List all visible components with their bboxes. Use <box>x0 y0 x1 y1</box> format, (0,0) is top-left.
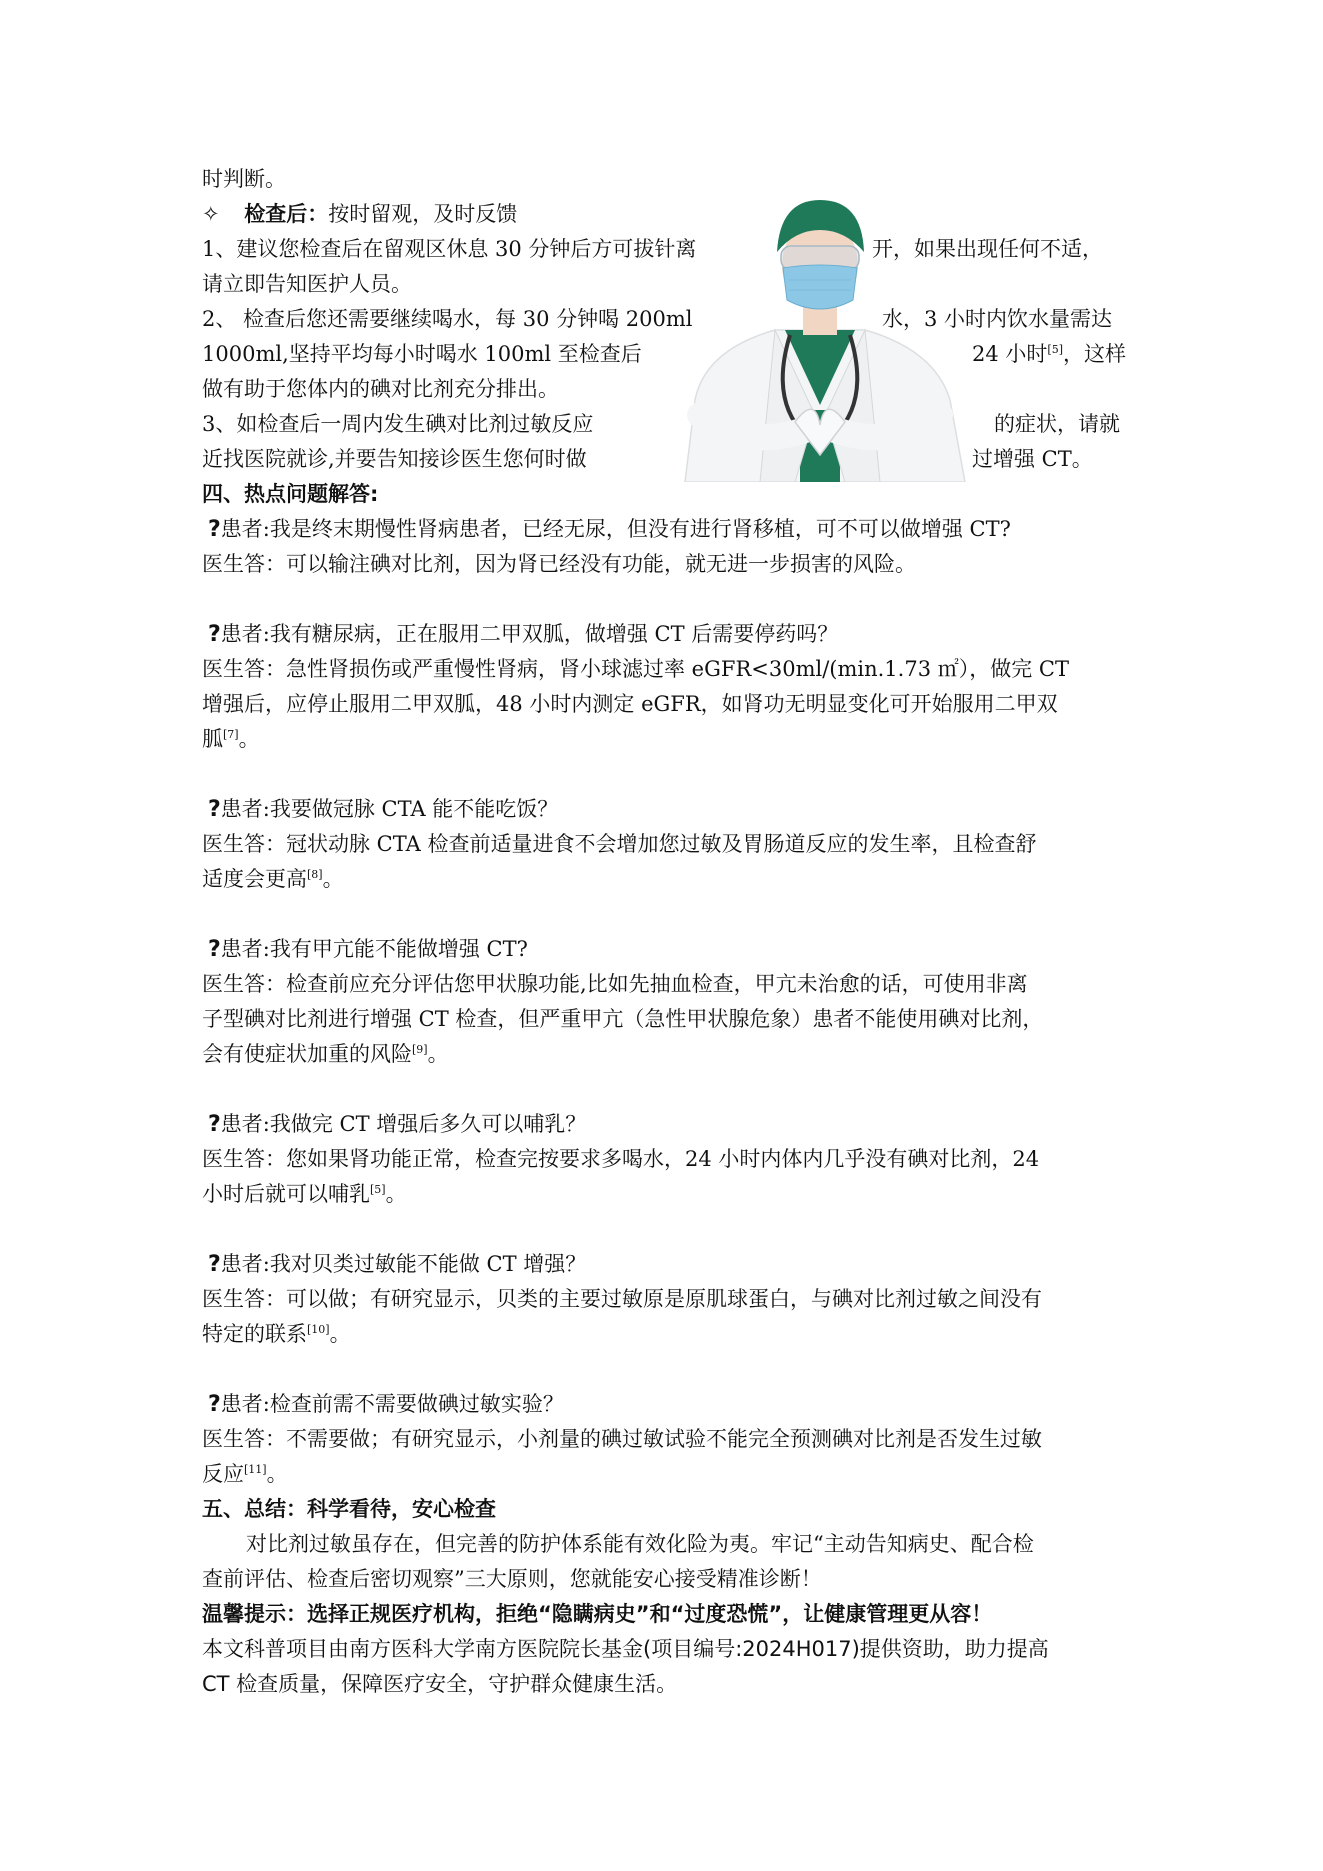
faq-question <box>202 512 1130 547</box>
text-segment: 适度会更高 <box>202 867 307 891</box>
warm-tip: 温馨提示：选择正规医疗机构，拒绝“隐瞒病史”和“过度恐慌”，让健康管理更从容！ <box>202 1602 993 1626</box>
faq-answer <box>202 862 1130 897</box>
citation: [9] <box>412 1043 428 1056</box>
text-segment: 特定的联系 <box>202 1322 307 1346</box>
text-segment: 2、 检查后您还需要继续喝水，每 30 分钟喝 200ml <box>202 307 693 331</box>
question-mark-icon: ? <box>208 622 221 647</box>
citation: [5] <box>1047 343 1063 356</box>
faq-question <box>202 1387 1130 1422</box>
text-segment: 。 <box>266 1462 288 1486</box>
text-segment: 水，3 小时内饮水量需达 <box>882 307 1113 331</box>
faq-answer: 医生答：可以做；有研究显示，贝类的主要过敏原是原肌球蛋白，与碘对比剂过敏之间没有 <box>202 1287 1042 1311</box>
funding-note: CT 检查质量，保障医疗安全，守护群众健康生活。 <box>202 1672 678 1696</box>
text-segment: 开，如果出现任何不适， <box>872 237 1103 261</box>
text-segment: 的症状，请就 <box>994 412 1120 436</box>
text-segment: 24 小时 <box>972 342 1048 366</box>
summary-paragraph: 对比剂过敏虽存在，但完善的防护体系能有效化险为夷。牢记“主动告知病史、配合检 <box>246 1532 1034 1556</box>
text-segment: 。 <box>322 867 344 891</box>
summary-heading: 五、总结：科学看待，安心检查 <box>202 1497 496 1521</box>
citation: [11] <box>244 1463 267 1476</box>
question-text: 患者:我要做冠脉 CTA 能不能吃饭？ <box>220 797 559 821</box>
faq-heading: 四、热点问题解答: <box>202 482 379 506</box>
summary-paragraph: 查前评估、检查后密切观察”三大原则，您就能安心接受精准诊断！ <box>202 1567 822 1591</box>
text-segment: 反应 <box>202 1462 244 1486</box>
faq-answer: 医生答：检查前应充分评估您甲状腺功能,比如先抽血检查，甲亢未治愈的话，可使用非离 <box>202 972 1028 996</box>
faq-answer: 增强后，应停止服用二甲双胍，48 小时内测定 eGFR，如肾功无明显变化可开始服用二甲双 <box>202 692 1058 716</box>
citation: [10] <box>307 1323 330 1336</box>
faq-question <box>202 932 1130 967</box>
faq-answer <box>202 1037 1130 1072</box>
text-segment: 胍 <box>202 727 223 751</box>
question-text: 患者:我对贝类过敏能不能做 CT 增强？ <box>220 1252 587 1276</box>
question-text: 患者:我有甲亢能不能做增强 CT? <box>220 937 528 961</box>
after-heading-rest: 按时留观，及时反馈 <box>328 202 518 226</box>
after-p1-line2: 请立即告知医护人员。 <box>202 272 412 296</box>
question-mark-icon: ? <box>208 517 221 542</box>
text-segment: 。 <box>427 1042 449 1066</box>
sparkle-icon: ✧ <box>202 202 220 226</box>
nurse-illustration <box>665 200 975 482</box>
question-text: 患者:我是终末期慢性肾病患者，已经无尿，但没有进行肾移植，可不可以做增强 CT? <box>220 517 1011 541</box>
text-segment: 。 <box>329 1322 351 1346</box>
question-mark-icon: ? <box>208 1112 221 1137</box>
faq-answer: 医生答：可以输注碘对比剂，因为肾已经没有功能，就无进一步损害的风险。 <box>202 552 916 576</box>
top-line: 时判断。 <box>202 167 286 191</box>
text-segment: 过增强 CT。 <box>972 447 1093 471</box>
citation: [8] <box>307 868 323 881</box>
text-segment: 小时后就可以哺乳 <box>202 1182 370 1206</box>
after-heading-bold: 检查后： <box>244 202 329 226</box>
funding-note: 本文科普项目由南方医科大学南方医院院长基金(项目编号:2024H017)提供资助，助力提高 <box>202 1637 1049 1661</box>
faq-question <box>202 792 1130 827</box>
faq-question <box>202 1107 1130 1142</box>
text-segment: 近找医院就诊,并要告知接诊医生您何时做 <box>202 447 587 471</box>
text-segment: ，这样 <box>1063 342 1126 366</box>
question-mark-icon: ? <box>208 797 221 822</box>
citation: [7] <box>223 728 239 741</box>
faq-answer: 医生答：急性肾损伤或严重慢性肾病，肾小球滤过率 eGFR<30ml/(min.1.73 ㎡），做完 CT <box>202 657 1069 681</box>
after-p2-line3: 做有助于您体内的碘对比剂充分排出。 <box>202 377 559 401</box>
text-segment: 会有使症状加重的风险 <box>202 1042 412 1066</box>
faq-answer: 子型碘对比剂进行增强 CT 检查，但严重甲亢（急性甲状腺危象）患者不能使用碘对比剂， <box>202 1007 1044 1031</box>
faq-answer <box>202 722 1130 757</box>
text-segment: 1000ml,坚持平均每小时喝水 100ml 至检查后 <box>202 342 642 366</box>
citation: [5] <box>370 1183 386 1196</box>
faq-question <box>202 1247 1130 1282</box>
nurse-figure <box>665 200 975 482</box>
question-text: 患者:我有糖尿病，正在服用二甲双胍，做增强 CT 后需要停药吗？ <box>220 622 839 646</box>
faq-answer: 医生答：冠状动脉 CTA 检查前适量进食不会增加您过敏及胃肠道反应的发生率，且检查舒 <box>202 832 1037 856</box>
faq-answer <box>202 1317 1130 1352</box>
text-segment: 1、建议您检查后在留观区休息 30 分钟后方可拔针离 <box>202 237 697 261</box>
text-segment: 。 <box>385 1182 407 1206</box>
question-text: 患者:检查前需不需要做碘过敏实验？ <box>220 1392 564 1416</box>
question-mark-icon: ? <box>208 1392 221 1417</box>
faq-answer: 医生答：您如果肾功能正常，检查完按要求多喝水，24 小时内体内几乎没有碘对比剂，24 <box>202 1147 1040 1171</box>
faq-answer <box>202 1457 1130 1492</box>
faq-answer <box>202 1177 1130 1212</box>
question-mark-icon: ? <box>208 937 221 962</box>
text-segment: 。 <box>238 727 260 751</box>
question-mark-icon: ? <box>208 1252 221 1277</box>
question-text: 患者:我做完 CT 增强后多久可以哺乳？ <box>220 1112 587 1136</box>
faq-answer: 医生答：不需要做；有研究显示，小剂量的碘过敏试验不能完全预测碘对比剂是否发生过敏 <box>202 1427 1042 1451</box>
text-segment: 3、如检查后一周内发生碘对比剂过敏反应 <box>202 412 594 436</box>
faq-question <box>202 617 1130 652</box>
